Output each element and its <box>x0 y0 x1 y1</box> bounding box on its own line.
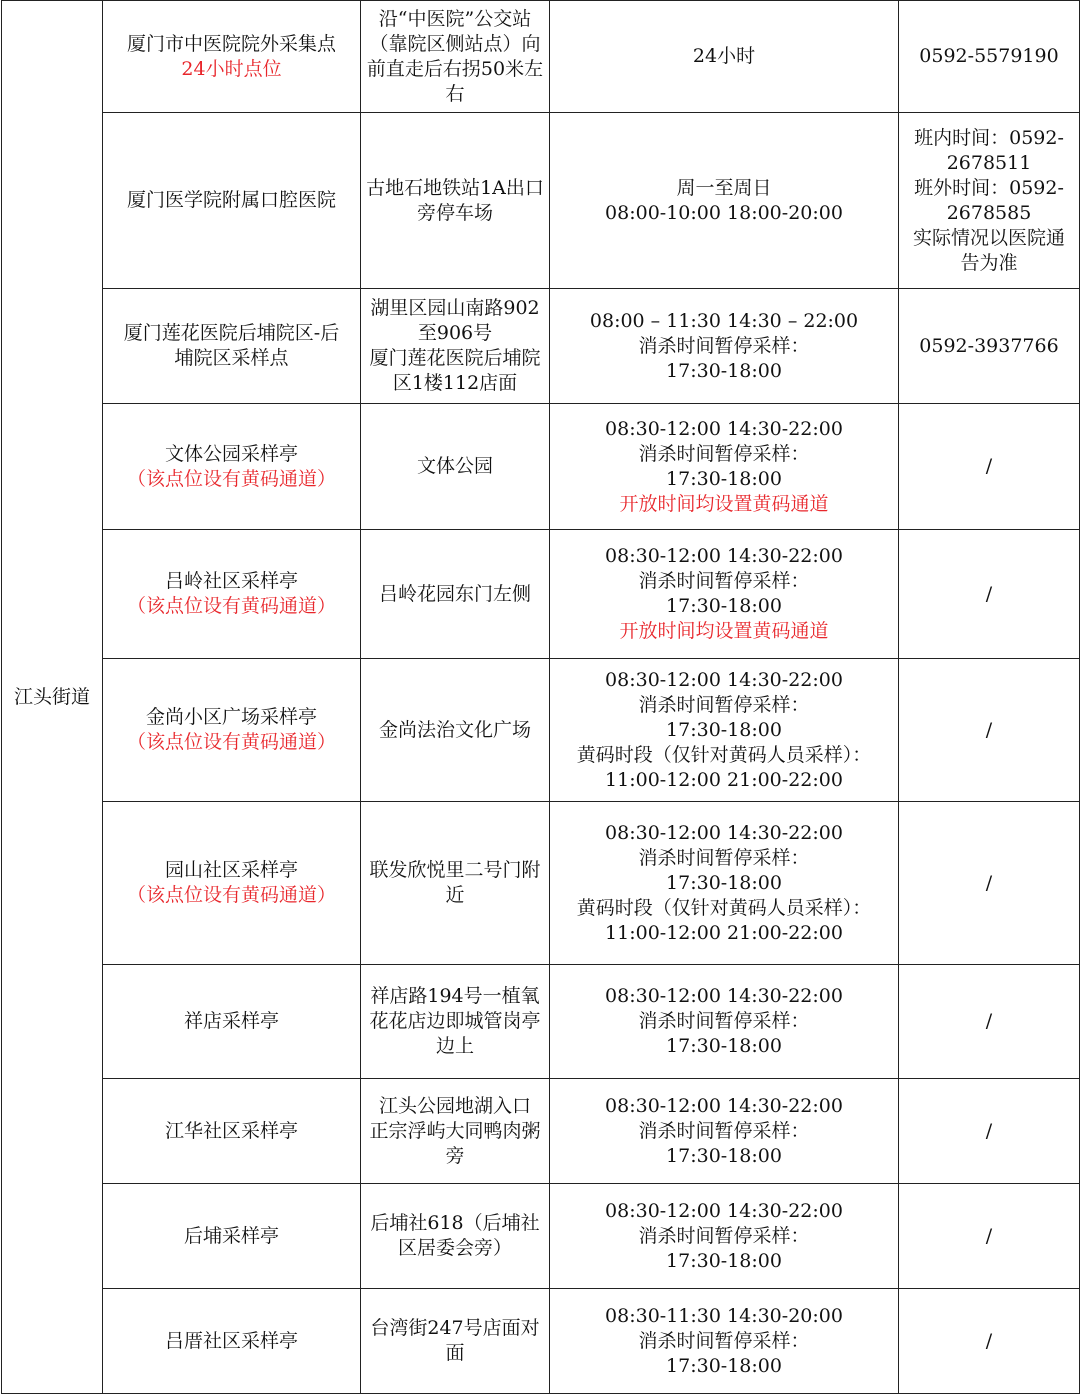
cell-line: 黄码时段（仅针对黄码人员采样）： <box>576 743 872 766</box>
cell-line: 17:30-18:00 <box>666 595 782 617</box>
cell-line: 消杀时间暂停采样： <box>638 1010 810 1032</box>
cell-line: 花花店边即城管岗亭 <box>369 1010 541 1032</box>
cell-line: 班外时间：0592- <box>914 176 1064 199</box>
site-note: 24小时点位 <box>181 57 282 80</box>
cell-line: / <box>985 455 993 477</box>
cell-line: 消杀时间暂停采样： <box>638 1119 810 1142</box>
site-name-cell <box>103 659 361 802</box>
cell-line: 园山社区采样亭 <box>164 859 298 881</box>
cell-line: 消杀时间暂停采样： <box>638 334 810 357</box>
phone-cell <box>899 289 1080 404</box>
cell-line: 08:30-12:00 14:30-22:00 <box>605 417 843 440</box>
cell-line: / <box>985 1119 993 1142</box>
cell-line: 消杀时间暂停采样： <box>638 1224 810 1247</box>
site-name-cell <box>103 289 361 404</box>
cell-line: / <box>985 582 993 605</box>
site-name-cell <box>103 1289 361 1394</box>
site-note: （该点位设有黄码通道） <box>126 731 336 753</box>
cell-line: 黄码时段（仅针对黄码人员采样）： <box>576 896 872 919</box>
site-name-cell <box>103 965 361 1079</box>
cell-line: 江头公园地湖入口 <box>378 1094 531 1117</box>
cell-line: 17:30-18:00 <box>666 1354 782 1377</box>
site-name-cell <box>103 1 361 113</box>
hours-cell <box>550 1079 899 1184</box>
yellow-code-note: 开放时间均设置黄码通道 <box>619 620 829 642</box>
cell-line: 联发欣悦里二号门附 <box>369 859 541 881</box>
hours-cell <box>550 404 899 530</box>
cell-line: 17:30-18:00 <box>666 718 782 741</box>
address-cell <box>361 1289 550 1394</box>
cell-line: 区1楼112店面 <box>392 372 518 394</box>
cell-line: 近 <box>445 884 465 906</box>
cell-line: （靠院区侧站点）向 <box>369 32 541 55</box>
cell-line: 右 <box>445 82 465 105</box>
cell-line: 前直走后右拐50米左 <box>366 57 544 80</box>
phone-cell <box>899 1079 1080 1184</box>
table-row <box>2 404 1080 530</box>
cell-line: 吕岭花园东门左侧 <box>378 582 531 605</box>
address-cell <box>361 530 550 659</box>
address-cell <box>361 1 550 113</box>
phone-cell <box>899 659 1080 802</box>
cell-line: 厦门医学院附属口腔医院 <box>126 189 336 211</box>
cell-line: 08:30-11:30 14:30-20:00 <box>605 1304 843 1327</box>
address-cell <box>361 802 550 965</box>
table-row <box>2 802 1080 965</box>
cell-line: 17:30-18:00 <box>666 1144 782 1167</box>
phone-cell <box>899 802 1080 965</box>
table-row <box>2 1289 1080 1394</box>
table-row <box>2 1 1080 113</box>
cell-line: 吕岭社区采样亭 <box>164 570 298 592</box>
district-cell: 江头街道 <box>2 1 103 1394</box>
cell-line: 08:30-12:00 14:30-22:00 <box>605 985 843 1007</box>
cell-line: 埔院区采样点 <box>174 347 289 369</box>
cell-line: 08:00 – 11:30 14:30 – 22:00 <box>589 309 859 332</box>
site-name-cell <box>103 1079 361 1184</box>
hours-cell <box>550 802 899 965</box>
cell-line: 吕厝社区采样亭 <box>164 1329 298 1352</box>
cell-line: / <box>985 1224 993 1247</box>
cell-line: / <box>985 1329 993 1352</box>
hours-cell <box>550 1289 899 1394</box>
cell-line: 面 <box>445 1342 465 1364</box>
cell-line: 湖里区园山南路902 <box>370 297 540 319</box>
phone-cell <box>899 1289 1080 1394</box>
hours-cell <box>550 113 899 289</box>
site-name-cell <box>103 530 361 659</box>
phone-cell <box>899 1184 1080 1289</box>
site-note: （该点位设有黄码通道） <box>126 884 336 906</box>
cell-line: 08:30-12:00 14:30-22:00 <box>605 545 843 567</box>
phone-cell <box>899 404 1080 530</box>
cell-line: 消杀时间暂停采样： <box>638 1329 810 1352</box>
site-name-cell <box>103 1184 361 1289</box>
site-name-cell <box>103 113 361 289</box>
cell-line: 08:30-12:00 14:30-22:00 <box>605 1199 843 1222</box>
cell-line: 17:30-18:00 <box>666 1035 782 1057</box>
address-cell <box>361 965 550 1079</box>
cell-line: 告为准 <box>960 251 1018 274</box>
cell-line: 消杀时间暂停采样： <box>638 693 810 716</box>
cell-line: 实际情况以医院通 <box>912 226 1065 249</box>
cell-line: 2678585 <box>946 201 1032 224</box>
cell-line: 厦门莲花医院后埔院 <box>369 347 541 369</box>
yellow-code-note: 开放时间均设置黄码通道 <box>619 492 829 515</box>
hours-cell <box>550 1 899 113</box>
cell-line: 消杀时间暂停采样： <box>638 570 810 592</box>
hours-cell <box>550 1184 899 1289</box>
cell-line: 祥店采样亭 <box>183 1010 279 1032</box>
phone-cell <box>899 1 1080 113</box>
cell-line: 0592-5579190 <box>919 45 1059 67</box>
hours-cell <box>550 965 899 1079</box>
cell-line: / <box>985 718 993 741</box>
cell-line: 班内时间：0592- <box>914 126 1064 149</box>
site-name-cell <box>103 802 361 965</box>
address-cell <box>361 289 550 404</box>
address-cell <box>361 1079 550 1184</box>
cell-line: 祥店路194号一植氧 <box>370 985 540 1007</box>
cell-line: 08:30-12:00 14:30-22:00 <box>605 1094 843 1117</box>
phone-cell <box>899 113 1080 289</box>
address-cell <box>361 113 550 289</box>
table-row <box>2 659 1080 802</box>
address-cell <box>361 404 550 530</box>
cell-line: 金尚小区广场采样亭 <box>145 706 317 728</box>
hours-cell <box>550 530 899 659</box>
cell-line: 11:00-12:00 21:00-22:00 <box>605 768 843 791</box>
table-row <box>2 1184 1080 1289</box>
site-note: （该点位设有黄码通道） <box>126 595 336 617</box>
phone-cell <box>899 530 1080 659</box>
cell-line: / <box>985 871 993 894</box>
table-row <box>2 289 1080 404</box>
cell-line: 后埔采样亭 <box>183 1224 279 1247</box>
cell-line: 沿“中医院”公交站 <box>378 7 532 30</box>
cell-line: 消杀时间暂停采样： <box>638 442 810 465</box>
cell-line: 江华社区采样亭 <box>164 1119 298 1142</box>
hours-cell <box>550 659 899 802</box>
site-name-cell <box>103 404 361 530</box>
site-note: （该点位设有黄码通道） <box>126 467 336 490</box>
cell-line: 厦门市中医院院外采集点 <box>126 32 336 55</box>
cell-line: 厦门莲花医院后埔院区-后 <box>123 322 340 344</box>
table-row <box>2 1079 1080 1184</box>
cell-line: 17:30-18:00 <box>666 871 782 894</box>
cell-line: 旁 <box>445 1144 465 1167</box>
cell-line: 台湾街247号店面对 <box>370 1317 540 1339</box>
cell-line: 金尚法治文化广场 <box>378 718 531 741</box>
cell-line: 08:30-12:00 14:30-22:00 <box>605 668 843 691</box>
table-row <box>2 530 1080 659</box>
cell-line: 08:30-12:00 14:30-22:00 <box>605 821 843 844</box>
table-row <box>2 965 1080 1079</box>
cell-line: 24小时 <box>692 45 756 67</box>
cell-line: / <box>985 1010 993 1032</box>
cell-line: 消杀时间暂停采样： <box>638 846 810 869</box>
cell-line: 0592-3937766 <box>919 334 1059 357</box>
table-row <box>2 113 1080 289</box>
cell-line: 至906号 <box>417 322 493 344</box>
cell-line: 文体公园采样亭 <box>164 442 298 465</box>
hours-cell <box>550 289 899 404</box>
cell-line: 旁停车场 <box>416 201 493 224</box>
cell-line: 正宗浮屿大同鸭肉粥 <box>369 1119 541 1142</box>
cell-line: 17:30-18:00 <box>666 467 782 490</box>
address-cell <box>361 659 550 802</box>
cell-line: 边上 <box>435 1035 474 1057</box>
cell-line: 17:30-18:00 <box>666 1249 782 1272</box>
cell-line: 文体公园 <box>416 455 493 477</box>
phone-cell <box>899 965 1080 1079</box>
cell-line: 17:30-18:00 <box>666 359 782 382</box>
testing-sites-table <box>1 0 1080 1394</box>
cell-line: 周一至周日 <box>676 176 772 199</box>
table-body <box>2 1 1080 1394</box>
cell-line: 古地石地铁站1A出口 <box>366 176 544 199</box>
cell-line: 08:00-10:00 18:00-20:00 <box>605 201 843 224</box>
cell-line: 后埔社618（后埔社 <box>370 1212 540 1234</box>
address-cell <box>361 1184 550 1289</box>
cell-line: 区居委会旁） <box>397 1237 512 1259</box>
cell-line: 11:00-12:00 21:00-22:00 <box>605 921 843 944</box>
cell-line: 2678511 <box>946 151 1032 174</box>
